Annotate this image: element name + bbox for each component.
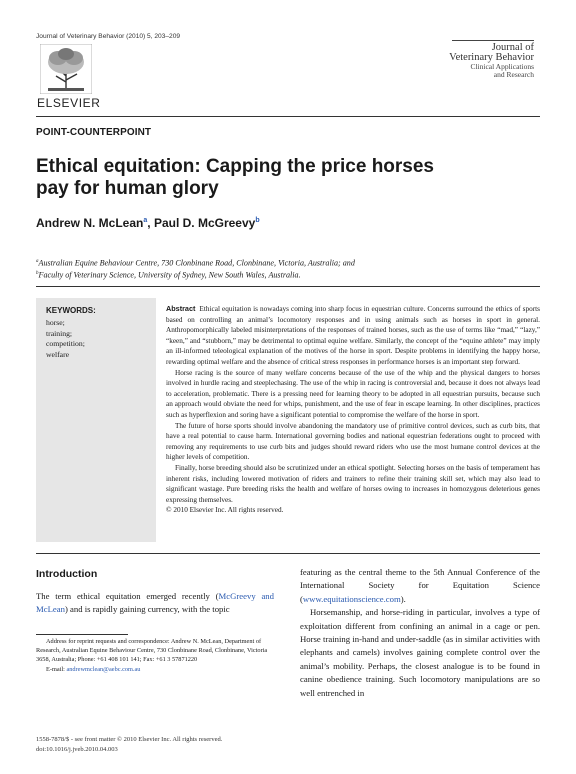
keyword: horse; — [46, 318, 65, 327]
affiliations — [36, 257, 355, 281]
footnote-text: Address for reprint requests and correspondence: Andrew N. McLean, Department of Research, Australian Equine Behaviour Centre, 730 Clonbinane Road, Clonbinane, Victoria 3658, Australia; Phone: +61 408 101 141; Fax: +61 3 57871220 — [36, 638, 268, 664]
abstract-paragraph: Finally, horse breeding should also be scrutinized under an ethical spotlight. Selecting horses on the basis of temperament has inherent risks, including lowered motivation of riders and trainers to refine their training skill set, which may also lead to significant wastage. Pure breeding risks the health and welfare of horses owing to increases in homozygous deleterious genes expressing themselves. — [166, 463, 540, 504]
email-link[interactable]: andrewmclean@aebc.com.au — [66, 665, 141, 673]
masthead-sub-1: Clinical Applications — [470, 62, 534, 71]
citation-link[interactable]: McGreevy and McLean — [36, 591, 274, 615]
affiliation-marker[interactable]: b — [255, 217, 260, 224]
body-paragraph: Horsemanship, and horse-riding in particular, involves a type of exploitation different from confining an animal in a cage or pen. Horse training in-hand and under-saddle (as in similar activities with elephants and camels) involves gaining complete control over the animal’s mobility. Perhaps, the closest analogue is to be found in canine obedience training. Such locomotory manipulations are so well entrenched in — [300, 607, 540, 698]
affiliation-b — [36, 269, 355, 281]
keyword: welfare — [46, 349, 70, 359]
journal-reference: Journal of Veterinary Behavior (2010) 5, 203–209 — [36, 33, 181, 40]
masthead-line-2: Veterinary Behavior — [449, 52, 534, 63]
author-list — [36, 216, 260, 230]
affiliation-a — [36, 257, 355, 269]
body-paragraph — [300, 566, 540, 606]
journal-masthead — [404, 40, 534, 79]
publisher-name: ELSEVIER — [37, 96, 101, 110]
masthead-sub-2: and Research — [493, 70, 534, 79]
publisher-logo — [36, 44, 101, 110]
affiliation-text: Faculty of Veterinary Science, University of Sydney, New South Wales, Australia. — [38, 270, 301, 280]
abstract-label: Abstract — [166, 304, 196, 313]
abstract — [166, 304, 540, 516]
body-text: featuring as the central theme to the 5th Annual Conference of the International Society for Equitation Science ( — [300, 567, 540, 604]
website-link[interactable]: www.equitationscience.com — [302, 593, 401, 604]
correspondence-footnote — [36, 637, 274, 674]
keywords-title: KEYWORDS: — [46, 306, 96, 315]
keyword: competition; — [46, 339, 85, 348]
keywords-list — [46, 318, 85, 360]
abstract-text: Ethical equitation is nowadays coming into sharp focus in equestrian culture. Concerns surround the ethics of sports based on controlling an animal’s locomotory responses and in using animals such as horses in sport in general. Anthropomorphically labeled misinterpretations of the responses of trained horses, such as the use of terms like “mad,” “lazy,” “keen,” and “stubborn,” may be detrimental to optimal equine welfare. Similarly, the concept of the “equine athlete” may imply an ill-informed teleological explanation of the motives of the horse in sport. Despite problems in identifying the happy horse, rewarding optimal welfare and the absence of critical stress responses in performance horses is an important step forward. — [166, 305, 540, 366]
divider — [36, 116, 540, 117]
affiliation-marker: a — [36, 259, 39, 264]
footnote-email-line — [36, 665, 274, 674]
page-footer — [36, 735, 222, 754]
body-column-right — [300, 566, 540, 700]
body-text: ). — [400, 593, 406, 604]
abstract-paragraph: The future of horse sports should involve abandoning the mandatory use of primitive control devices, such as curb bits, that have a real potential to cause harm. International governing bodies and national equestrian federations ought to proceed with removing any requirements to use curb bits and judges should reward riders who use the most humane control devices at the higher levels of competition. — [166, 421, 540, 462]
section-heading: Introduction — [36, 568, 98, 580]
masthead-rule — [452, 40, 534, 41]
affiliation-text: Australian Equine Behaviour Centre, 730 Clonbinane Road, Clonbinane, Victoria, Australia; and — [38, 258, 355, 268]
footnote-rule — [36, 634, 128, 635]
section-label: POINT-COUNTERPOINT — [36, 127, 152, 138]
body-column-left — [36, 590, 274, 617]
body-text: ) and is rapidly gaining currency, with the topic — [64, 604, 230, 615]
keyword: training; — [46, 328, 73, 338]
author-separator: , — [147, 216, 154, 230]
affiliation-marker[interactable]: a — [143, 217, 148, 224]
abstract-paragraph: Horse racing is the source of many welfare concerns because of the use of the whip and the physical dangers to horses involved in hurdle racing and steeplechasing. The use of the whip in racing is controversial and, because it does not always lead to acceleration, problematic. There is a pressing need for learning theory to be adopted in all equestrian pursuits, because such an approach would obviate the need for whips, punishment, and the use of fear in escape learning. In other disciplines, practices such as hyperflexion and soring have a significant potential to compromise the welfare of the horse in sport. — [166, 368, 540, 419]
divider — [36, 286, 540, 287]
divider — [36, 553, 540, 554]
article-title: Ethical equitation: Capping the price horses pay for human glory — [36, 156, 434, 199]
email-label: E-mail: — [46, 665, 67, 673]
doi-line[interactable]: doi:10.1016/j.jveb.2010.04.003 — [36, 745, 118, 753]
issn-line: 1558-7878/$ - see front matter © 2010 Elsevier Inc. All rights reserved. — [36, 736, 223, 743]
abstract-paragraph — [166, 304, 540, 368]
keywords-box — [36, 298, 156, 542]
affiliation-marker: b — [36, 271, 39, 277]
body-text: The term ethical equitation emerged recently ( — [36, 591, 219, 601]
author-name[interactable]: Paul D. McGreevy — [153, 216, 256, 230]
abstract-copyright: © 2010 Elsevier Inc. All rights reserved. — [166, 506, 284, 515]
author-name[interactable]: Andrew N. McLean — [36, 216, 144, 230]
masthead-line-1: Journal of — [491, 42, 534, 53]
elsevier-tree-icon — [40, 44, 92, 94]
